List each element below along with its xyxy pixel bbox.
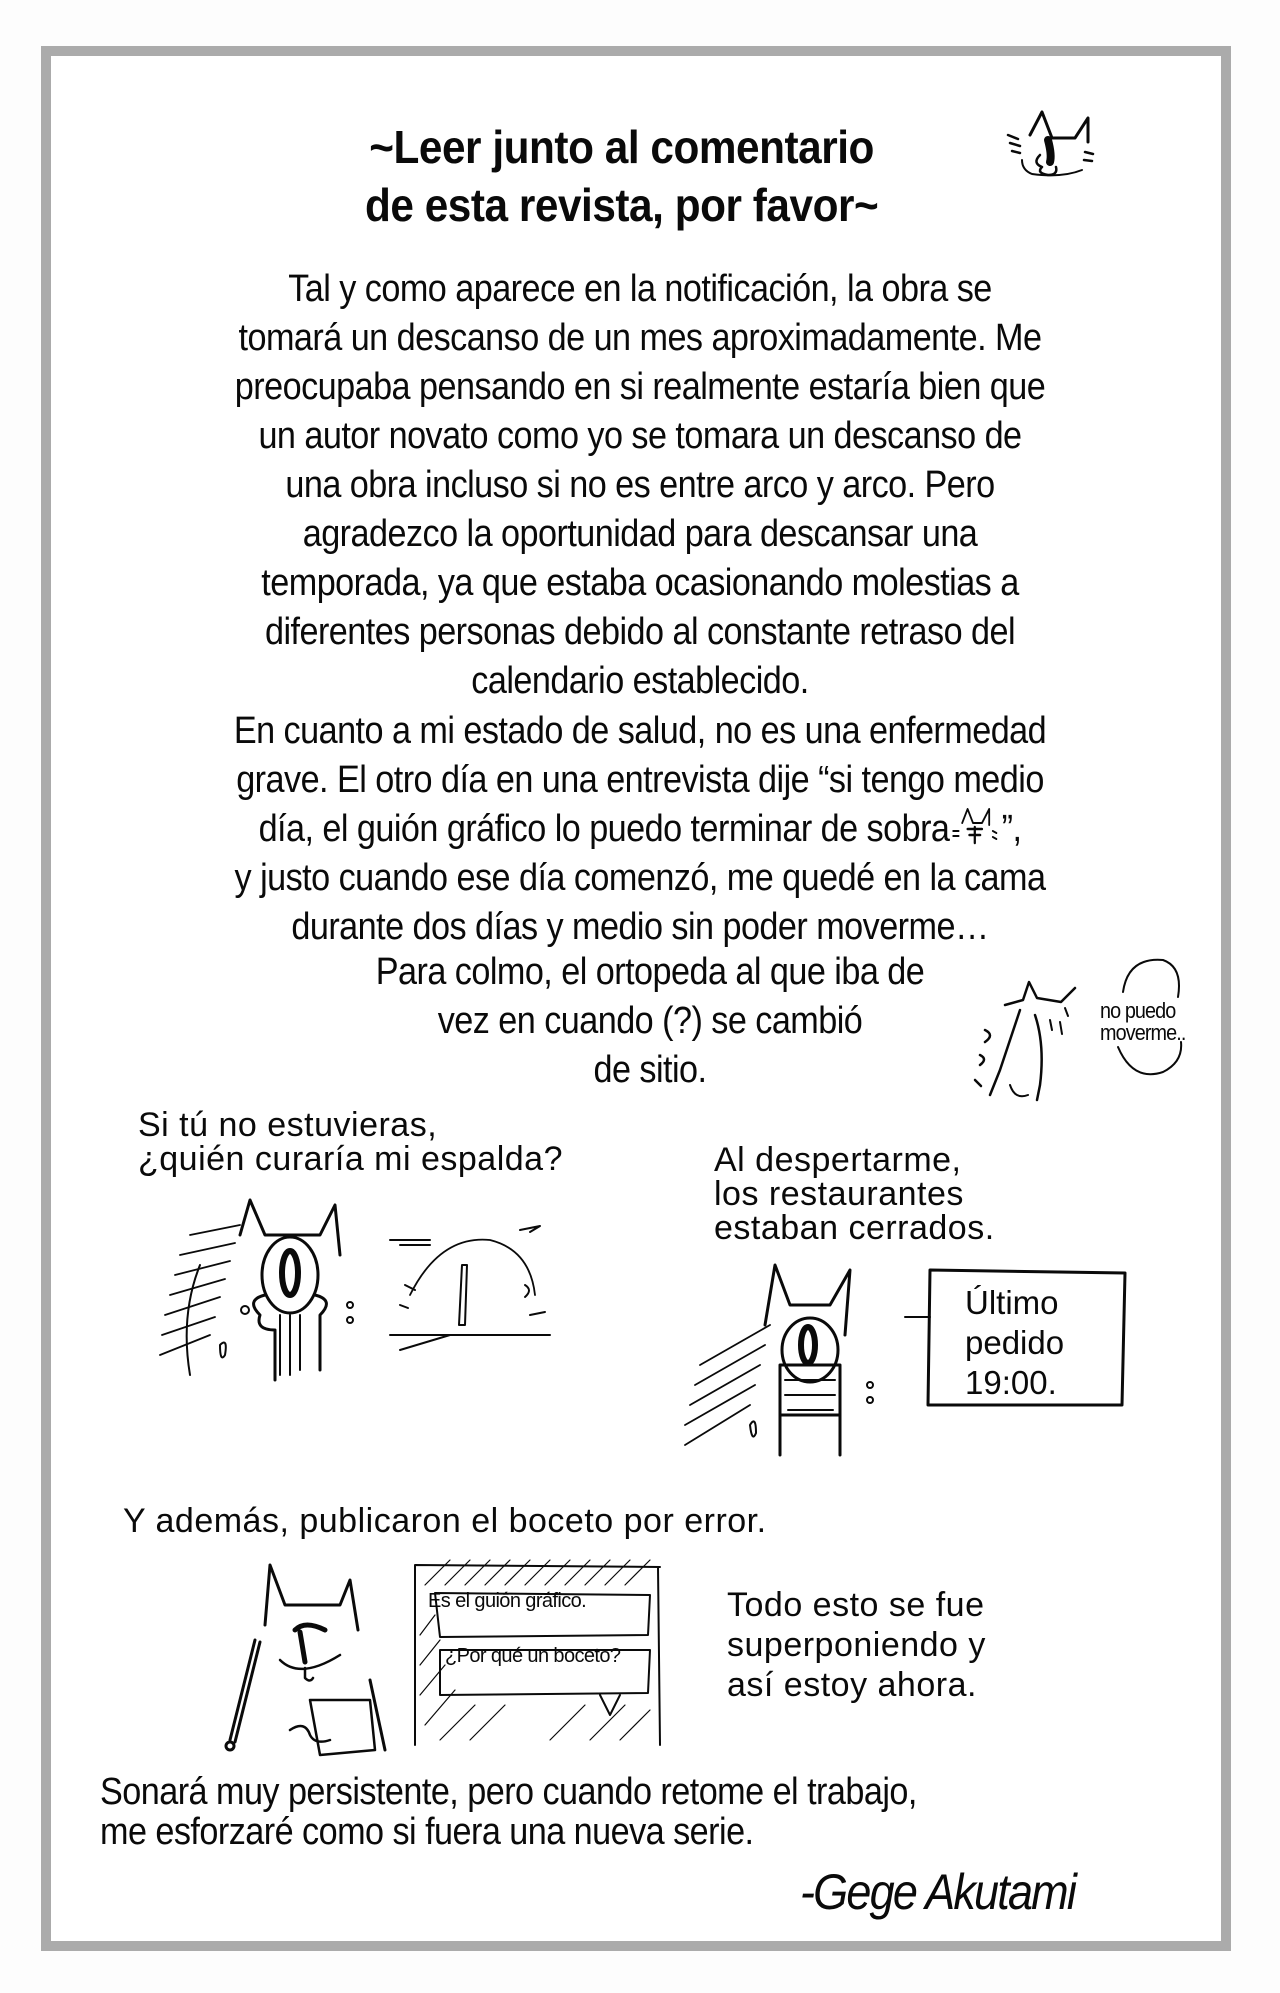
caption-line: superponiendo y [727,1626,986,1664]
intro-line: un autor novato como yo se tomara un descanso de [258,415,1022,457]
bubble-line-2: moverme.. [1100,1020,1186,1045]
orthopedist-line: vez en cuando (?) se cambió [437,1000,863,1042]
health-line: En cuanto a mi estado de salud, no es una enfermedad [233,710,1047,752]
caption-line: los restaurantes [714,1175,964,1213]
health-line-text: día, el guión gráfico lo puedo terminar de sobra [258,808,950,850]
caption-line: Todo esto se fue [727,1586,985,1624]
sign-line: pedido [965,1324,1065,1361]
title-line-2: de esta revista, por favor~ [364,179,879,231]
intro-line: preocupaba pensando en si realmente estaría bien que [234,366,1046,408]
sketch-caption: Y además, publicaron el boceto por error. [123,1502,767,1540]
intro-line: agradezco la oportunidad para descansar una [302,513,978,555]
intro-line: una obra incluso si no es entre arco y arco. Pero [285,464,995,506]
sketch-bubble-1: Es el guión gráfico. [428,1590,587,1612]
closing-paragraph [100,1772,1210,1852]
speech-bubble-text [1100,1000,1185,1044]
masked-cat-illustration [680,1265,930,1455]
cat-face-doodle-icon [1000,100,1095,185]
health-line-with-doodle [136,805,1144,854]
title-line-1: ~Leer junto al comentario [369,121,874,173]
closing-time-sign-text [965,1283,1064,1403]
caption-line: Al despertarme, [714,1141,962,1179]
sign-line: 19:00. [965,1364,1057,1401]
bubble-line-1: no puedo [1100,998,1176,1023]
closing-line: Sonará muy persistente, pero cuando retome el trabajo, [100,1771,917,1813]
back-panel-caption [138,1108,563,1176]
health-line: grave. El otro día en una entrevista dije “si tengo medio [236,759,1044,801]
sketch-bubble-2: ¿Por qué un boceto? [445,1645,621,1667]
intro-line: tomará un descanso de un mes aproximadamente. Me [238,317,1042,359]
intro-line: diferentes personas debido al constante retraso del [264,611,1016,653]
smug-cat-doodle-icon [949,805,1001,847]
caption-line: Si tú no estuvieras, [138,1106,438,1144]
intro-paragraph [80,265,1200,706]
caption-line: así estoy ahora. [727,1666,977,1704]
orthopedist-line: de sitio. [593,1049,707,1091]
cat-with-pen-illustration [170,1560,410,1760]
stiff-cat-doodle-icon [965,960,1095,1110]
health-line: y justo cuando ese día comenzó, me quedé en la cama [234,857,1046,899]
orthopedist-paragraph [250,948,1050,1095]
sketch-side-caption [727,1585,986,1705]
caption-line: estaban cerrados. [714,1209,995,1247]
crying-cat-illustration [150,1195,570,1385]
health-line-text: ”, [1001,808,1022,850]
intro-line: calendario establecido. [471,660,809,702]
closing-line: me esforzaré como si fuera una nueva serie. [100,1811,754,1853]
restaurants-panel-caption [714,1143,995,1245]
orthopedist-line: Para colmo, el ortopeda al que iba de [375,951,925,993]
caption-line: ¿quién curaría mi espalda? [138,1140,564,1178]
intro-line: temporada, ya que estaba ocasionando molestias a [261,562,1019,604]
health-paragraph [80,707,1200,952]
sign-line: Último [965,1284,1059,1321]
author-signature: -Gege Akutami [800,1864,1076,1920]
intro-line: Tal y como aparece en la notificación, la obra se [288,268,992,310]
health-line: durante dos días y medio sin poder moverme… [291,906,989,948]
